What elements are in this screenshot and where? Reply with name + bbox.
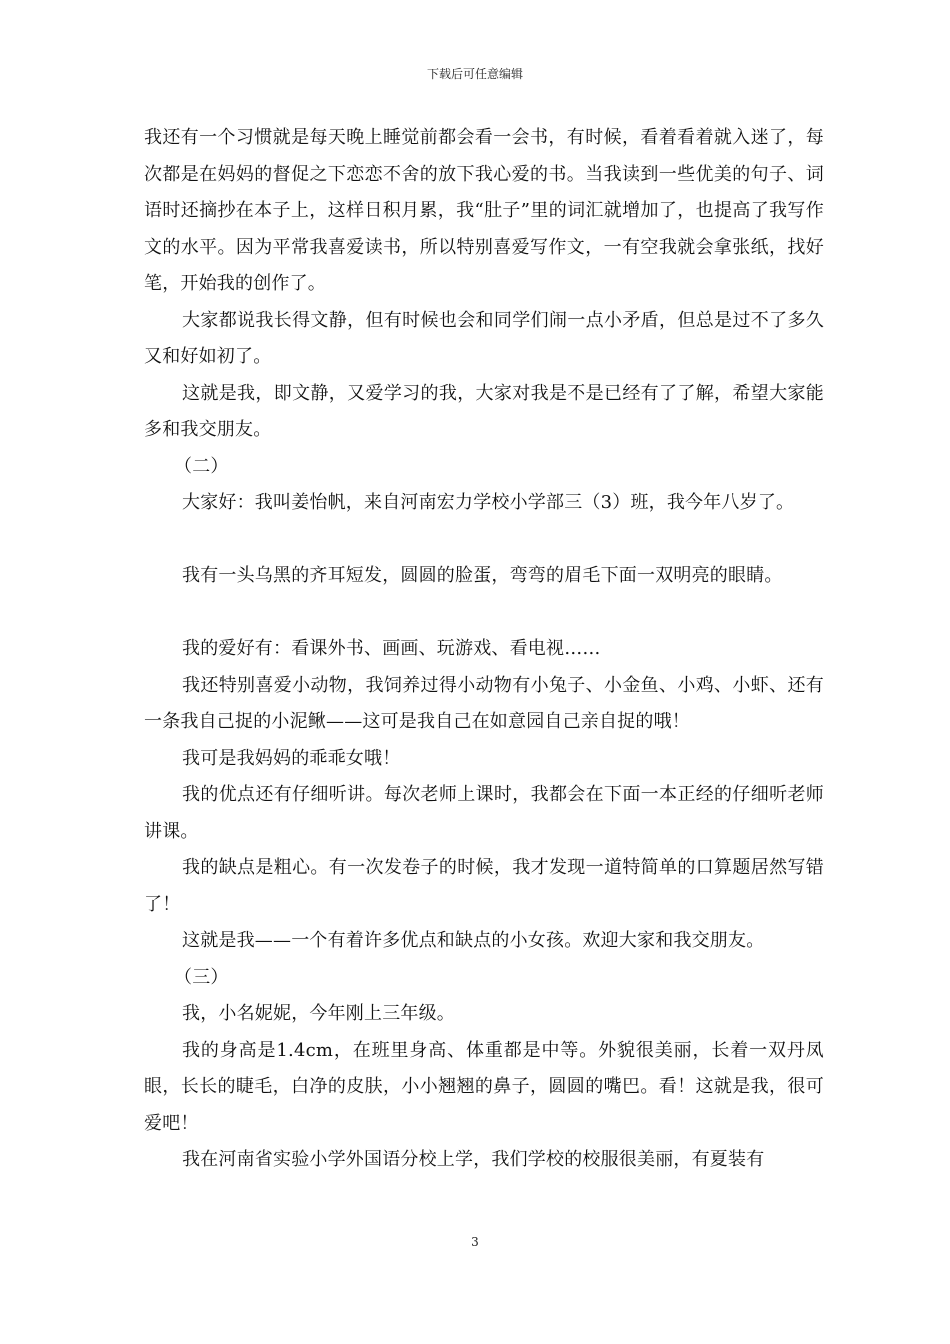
paragraph: 我的缺点是粗心。有一次发卷子的时候，我才发现一道特简单的口算题居然写错了！ xyxy=(144,857,824,915)
paragraph: 我的优点还有仔细听讲。每次老师上课时，我都会在下面一本正经的仔细听老师讲课。 xyxy=(144,784,824,842)
blank-line xyxy=(144,522,824,559)
paragraph: 这就是我，即文静，又爱学习的我，大家对我是不是已经有了了解，希望大家能多和我交朋友。 xyxy=(144,382,824,440)
paragraph: 大家好：我叫姜怡帆，来自河南宏力学校小学部三（3）班，我今年八岁了。 xyxy=(182,492,795,513)
blank-line xyxy=(144,595,824,632)
section-heading: （二） xyxy=(174,455,229,477)
paragraph: 大家都说我长得文静，但有时候也会和同学们闹一点小矛盾，但总是过不了多久又和好如初了。 xyxy=(144,309,824,367)
paragraph: 我还有一个习惯就是每天晚上睡觉前都会看一会书，有时候，看着看着就入迷了，每次都是在妈妈的督促之下恋恋不舍的放下我心爱的书。当我读到一些优美的句子、词语时还摘抄在本子上，这样日积月累，我“肚子”里的词汇就增加了，也提高了我写作文的水平。因为平常我喜爱读书，所以特别喜爱写作文，一有空我就会拿张纸，找好笔，开始我的创作了。 xyxy=(144,127,824,294)
paragraph: 我的爱好有：看课外书、画画、玩游戏、看电视…… xyxy=(182,638,601,659)
page-number: 3 xyxy=(471,1235,479,1249)
paragraph: 这就是我——一个有着许多优点和缺点的小女孩。欢迎大家和我交朋友。 xyxy=(182,930,765,951)
paragraph: 我可是我妈妈的乖乖女哦！ xyxy=(182,747,401,769)
paragraph: 我还特别喜爱小动物，我饲养过得小动物有小兔子、小金鱼、小鸡、小虾、还有一条我自己捉的小泥鳅——这可是我自己在如意园自己亲自捉的哦！ xyxy=(144,674,824,732)
paragraph: 我在河南省实验小学外国语分校上学，我们学校的校服很美丽，有夏装有 xyxy=(182,1149,765,1170)
paragraph: 我，小名妮妮，今年刚上三年级。 xyxy=(182,1003,455,1024)
document-body xyxy=(144,120,824,1179)
paragraph: 我有一头乌黑的齐耳短发，圆圆的脸蛋，弯弯的眉毛下面一双明亮的眼睛。 xyxy=(182,565,783,586)
page-header: 下载后可任意编辑 xyxy=(426,67,523,81)
paragraph: 我的身高是1.4cm，在班里身高、体重都是中等。外貌很美丽，长着一双丹凤眼，长长的睫毛，白净的皮肤，小小翘翘的鼻子，圆圆的嘴巴。看！这就是我，很可爱吧！ xyxy=(144,1039,824,1134)
section-heading: （三） xyxy=(174,966,229,988)
